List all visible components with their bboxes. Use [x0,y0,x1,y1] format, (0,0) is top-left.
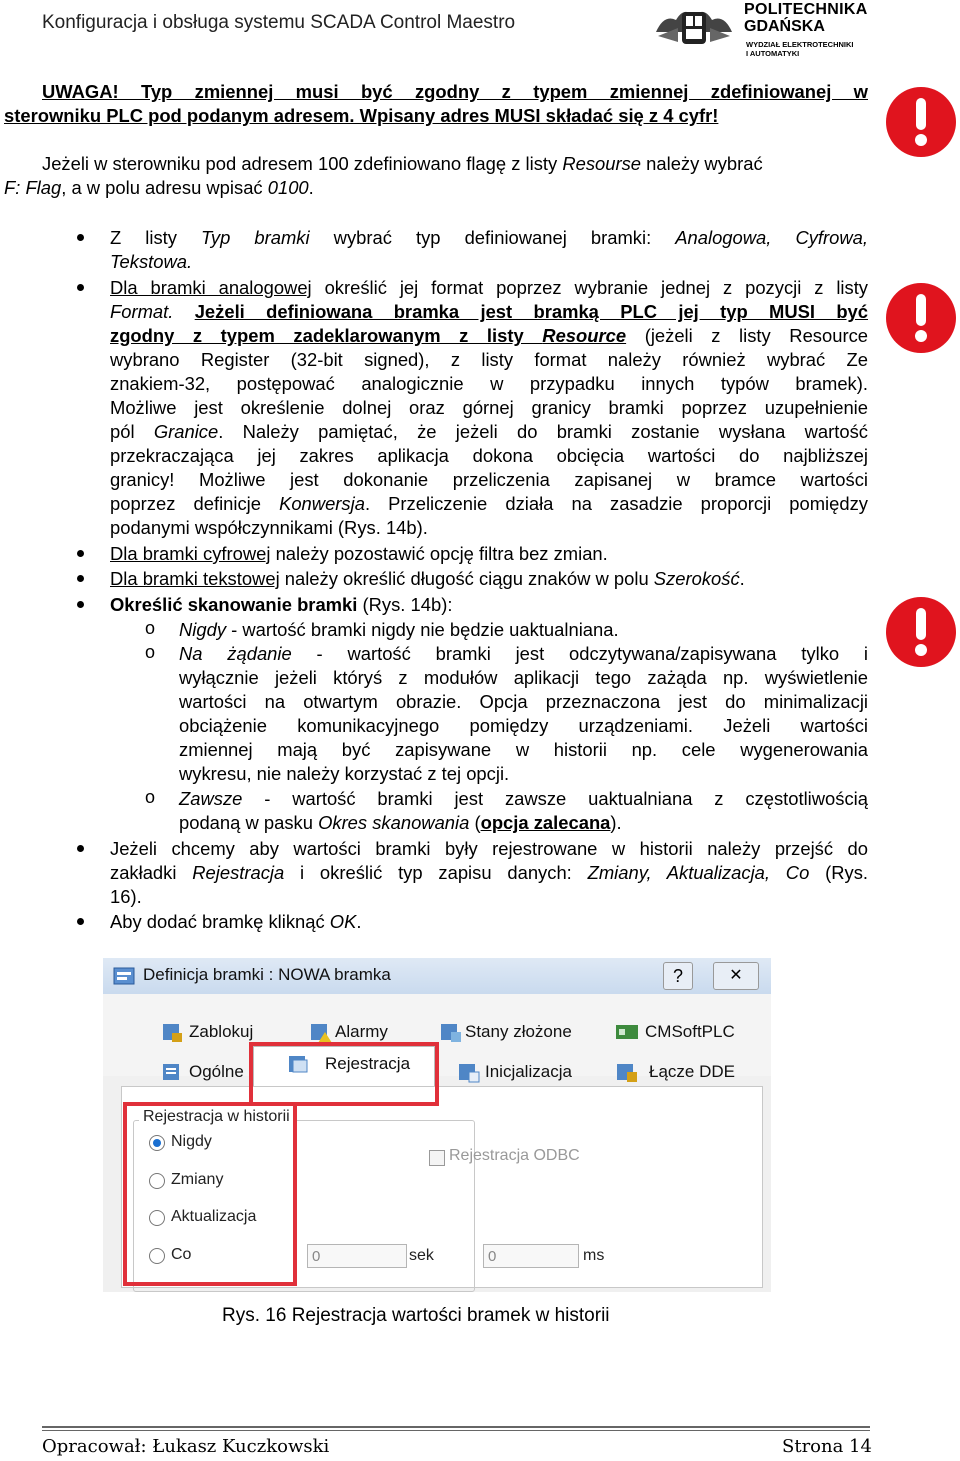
history-group-label: Rejestracja w historii [139,1108,294,1126]
sub-bullet-2-line-6: wykresu, nie należy korzystać z tej opcji. [179,763,510,784]
sub-bullet-marker: o [145,618,156,638]
bullet-2-line-4: wybrano Register (32-bit signed), z listy format należy również wybrać Ze [110,349,868,370]
initialization-icon [457,1060,481,1084]
dialog-app-icon [113,966,135,986]
plc-icon [615,1020,639,1044]
sub-bullet-marker: o [145,787,156,807]
bullet [77,918,84,925]
bullet [77,284,84,291]
gdansk-emblem-icon [654,2,734,46]
bullet-2-line-8: przekraczająca jej zakres aplikacja dokona obcięcia wartości do najbliższej [110,445,868,466]
tab-ogolne[interactable]: Ogólne [189,1062,244,1081]
sub-bullet-2-line-5: zmiennej mają być zapisywane w historii np. cele wygenerowania [179,739,868,760]
alarm-icon [309,1020,333,1044]
options-highlight-frame [123,1102,297,1286]
tab-lacze-dde[interactable]: Łącze DDE [649,1062,735,1081]
bullet-2-line-9: granicy! Możliwe jest dokonanie przeliczenia zapisanej w bramce wartości [110,469,868,490]
bullet-2-line-5: znakiem-32, postępować analogicznie w przypadku innych typów bramek). [110,373,868,394]
logo-subtitle-line1: WYDZIAŁ ELEKTROTECHNIKI [746,40,854,49]
bullet-5: Określić skanowanie bramki (Rys. 14b): [110,594,453,615]
sub-bullet-2-line-2: wyłącznie jeżeli któryś z modułów aplikacji tego zażąda np. wyświetlenie [179,667,868,688]
warning-exclamation-icon [885,86,957,158]
sub-bullet-3-line-1: Zawsze - wartość bramki jest zawsze uaktualniana z częstotliwością [179,788,868,809]
tab-highlight-frame [249,1042,439,1106]
bullet-3: Dla bramki cyfrowej należy pozostawić opcję filtra bez zmian. [110,543,608,564]
bullet-2-line-2: Format. Jeżeli definiowana bramka jest bramką PLC jej typ MUSI być [110,301,869,322]
bullet [77,845,84,852]
logo-subtitle-line2: I AUTOMATYKI [746,49,800,58]
composite-states-icon [439,1020,463,1044]
document-header-title: Konfiguracja i obsługa systemu SCADA Control Maestro [42,12,516,33]
seconds-unit-label: sek [409,1247,434,1264]
radio-zmiany-label: Zmiany [171,1171,224,1188]
sub-bullet-2-line-4: obciążenie komunikacyjnego pomiędzy urządzeniami. Jeżeli wartości [179,715,868,736]
bullet-7: Aby dodać bramkę kliknąć OK. [110,911,362,932]
radio-aktualizacja-label: Aktualizacja [171,1208,257,1225]
sub-bullet-2-line-1: Na żądanie - wartość bramki jest odczytywana/zapisywana tylko i [179,643,868,664]
bullet-6-line-3: 16). [110,886,142,907]
radio-co-label: Co [171,1246,192,1263]
bullet-1-line-1: Z listy Typ bramki wybrać typ definiowanej bramki: Analogowa, Cyfrowa, [110,227,869,248]
sub-bullet-1: Nigdy - wartość bramki nigdy nie będzie uaktualniana. [179,619,619,640]
odbc-checkbox-label: Rejestracja ODBC [449,1147,580,1164]
seconds-input[interactable]: 0 [307,1244,407,1268]
intro-line-1: Jeżeli w sterowniku pod adresem 100 zdefiniowano flagę z listy Resourse należy wybrać [42,153,763,174]
tab-stany-zlozone[interactable]: Stany złożone [465,1022,572,1041]
bullet-6-line-1: Jeżeli chcemy aby wartości bramki były rejestrowane w historii należy przejść do [110,838,868,859]
help-button[interactable]: ? [663,962,693,990]
footer-divider [42,1430,870,1431]
tab-cmsoftplc[interactable]: CMSoftPLC [645,1022,735,1041]
dialog-title: Definicja bramki : NOWA bramka [143,965,391,984]
bullet-2-line-11: podanymi współczynnikami (Rys. 14b). [110,517,428,538]
bullet-2-line-7: pól Granice. Należy pamiętać, że jeżeli do bramki zostanie wysłana wartość [110,421,869,442]
footer-divider [42,1426,870,1428]
tab-alarmy[interactable]: Alarmy [335,1022,388,1041]
bullet-2-line-10: poprzez definicje Konwersja. Przeliczenie działa na zasadzie proporcji pomiędzy [110,493,868,514]
warning-line-1: UWAGA! Typ zmiennej musi być zgodny z typem zmiennej zdefiniowanej w [42,81,868,102]
sub-bullet-marker: o [145,642,156,662]
warning-exclamation-icon [885,596,957,668]
lock-gate-icon [161,1020,185,1044]
dialog-titlebar [103,958,771,995]
tab-rejestracja[interactable]: Rejestracja [325,1054,411,1073]
radio-nigdy-label: Nigdy [171,1133,212,1150]
bullet [77,234,84,241]
bullet-2-line-3: zgodny z typem zadeklarowanym z listy Resource (jeżeli z listy Resource [110,325,868,346]
logo-name-line2: GDAŃSKA [744,18,825,35]
figure-caption: Rys. 16 Rejestracja wartości bramek w historii [222,1305,610,1326]
sub-bullet-2-line-3: wartości na otwartym obrazie. Opcja przeznaczona jest do minimalizacji [179,691,868,712]
bullet-2-line-1: Dla bramki analogowej określić jej format poprzez wybranie jednej z pozycji z listy [110,277,869,298]
milliseconds-input[interactable]: 0 [483,1244,579,1268]
general-icon [161,1060,185,1084]
dialog-screenshot [103,958,771,1292]
dde-link-icon [615,1060,639,1084]
university-logo [654,0,874,58]
tab-inicjalizacja[interactable]: Inicjalizacja [485,1062,572,1081]
milliseconds-unit-label: ms [583,1247,605,1264]
bullet-1-line-2: Tekstowa. [110,251,193,272]
bullet [77,550,84,557]
warning-line-2: sterowniku PLC pod podanym adresem. Wpisany adres MUSI składać się z 4 cyfr! [4,105,719,126]
intro-line-2: F: Flag, a w polu adresu wpisać 0100. [4,177,314,198]
bullet-6-line-2: zakładki Rejestracja i określić typ zapisu danych: Zmiany, Aktualizacja, Co (Rys. [110,862,869,883]
bullet [77,601,84,608]
tab-zablokuj[interactable]: Zablokuj [189,1022,254,1041]
odbc-checkbox[interactable] [429,1150,445,1166]
warning-exclamation-icon [885,282,957,354]
footer-author: Opracował: Łukasz Kuczkowski [42,1436,330,1457]
bullet-2-line-6: Możliwe jest określenie dolnej oraz górnej granicy bramki poprzez uzupełnienie [110,397,868,418]
footer-page-number: Strona 14 [782,1436,872,1457]
bullet-4: Dla bramki tekstowej należy określić długość ciągu znaków w polu Szerokość. [110,568,745,589]
sub-bullet-3-line-2: podaną w pasku Okres skanowania (opcja zalecana). [179,812,622,833]
logo-name-line1: POLITECHNIKA [744,1,868,18]
close-button[interactable]: ✕ [713,962,759,990]
bullet [77,575,84,582]
